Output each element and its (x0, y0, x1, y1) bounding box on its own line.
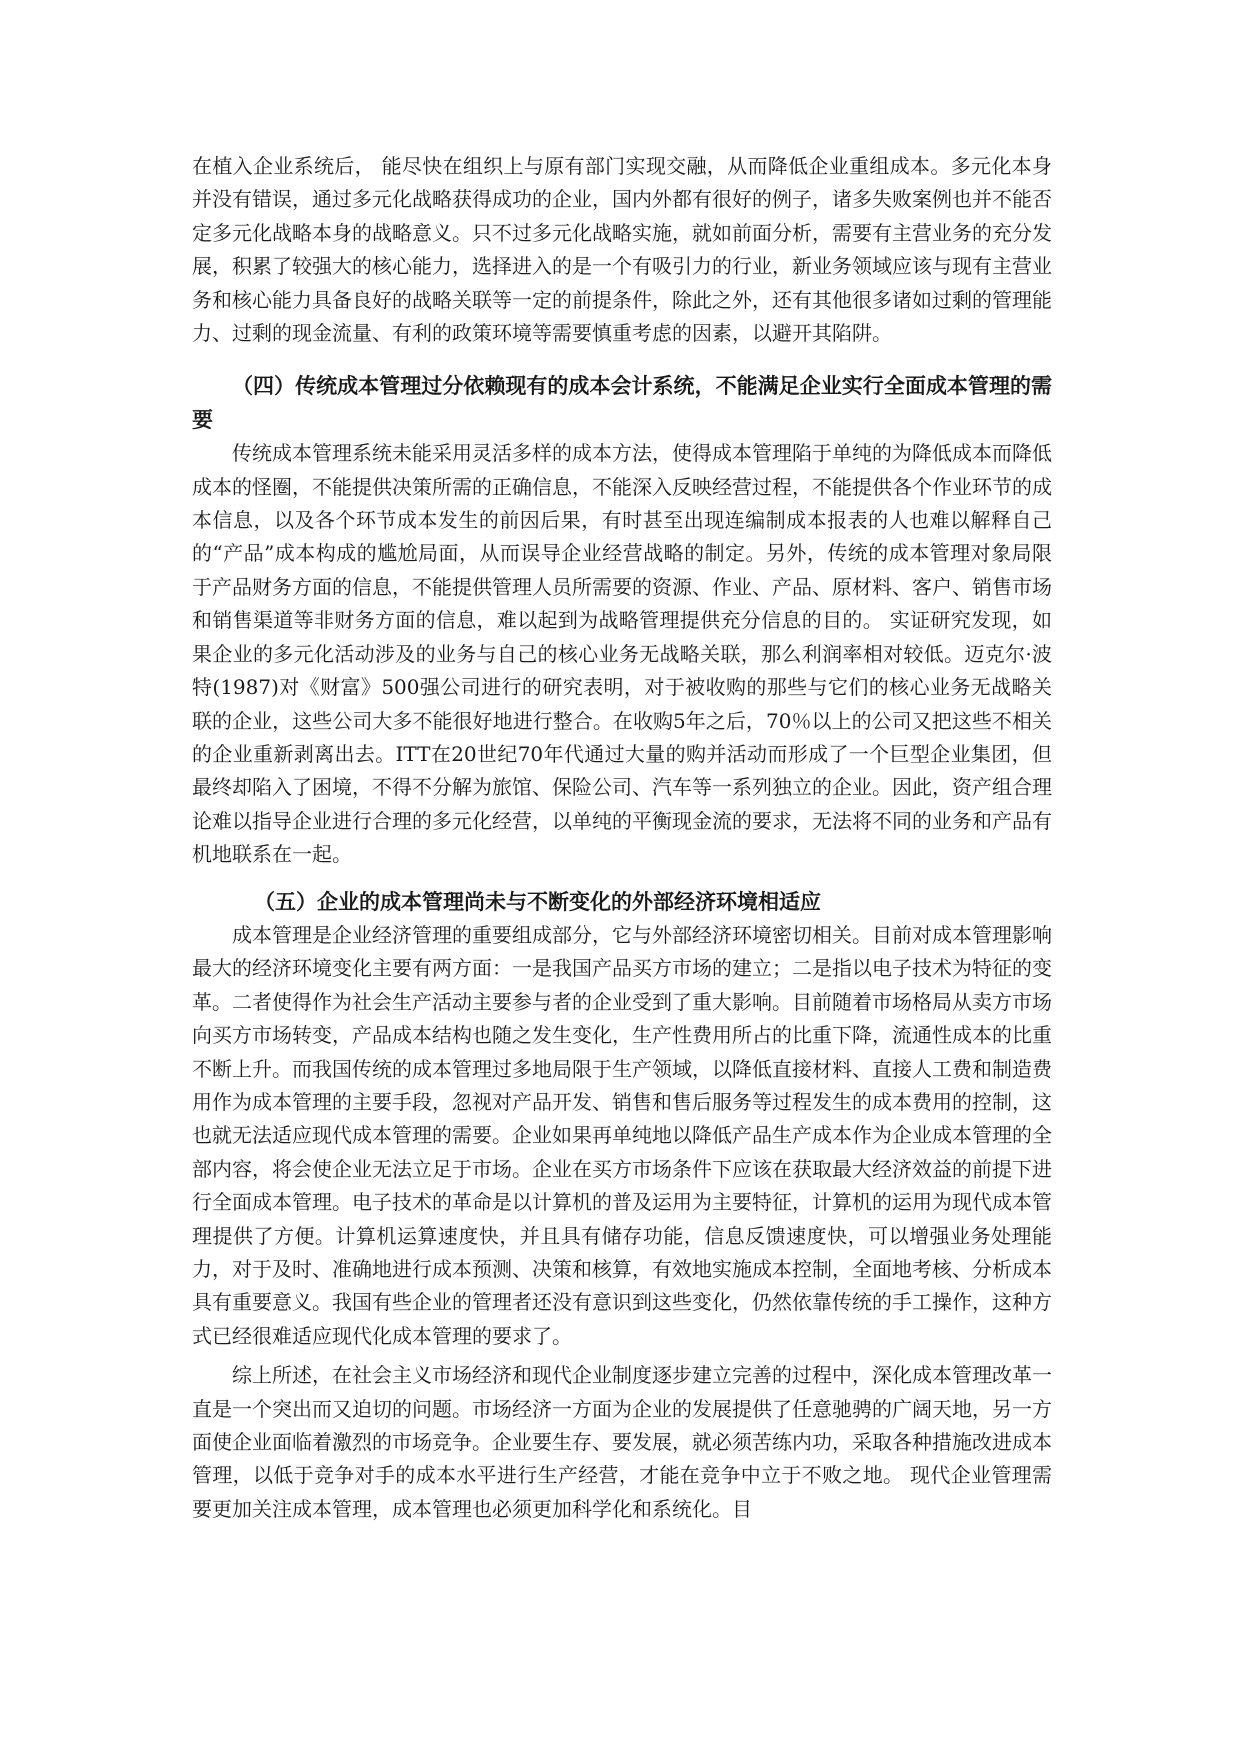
section-heading-4: （四）传统成本管理过分依赖现有的成本会计系统，不能满足企业实行全面成本管理的需要 (192, 374, 1052, 432)
paragraph-summary: 综上所述，在社会主义市场经济和现代企业制度逐步建立完善的过程中，深化成本管理改革一直是一个突出而又迫切的问题。市场经济一方面为企业的发展提供了任意驰骋的广阔天地，另一方面使企业面临着激烈的市场竞争。企业要生存、要发展，就必须苦练内功，采取各种措施改进成本管理，以低于竞争对手的成本水平进行生产经营，才能在竞争中立于不败之地。 现代企业管理需要更加关注成本管理，成本管理也必须更加科学化和系统化。目 (192, 1363, 1052, 1521)
section-heading-5: （五）企业的成本管理尚未与不断变化的外部经济环境相适应 (254, 889, 821, 914)
paragraph-external-environment: 成本管理是企业经济管理的重要组成部分，它与外部经济环境密切相关。目前对成本管理影响最大的经济环境变化主要有两方面：一是我国产品买方市场的建立；二是指以电子技术为特征的变革。二者使得作为社会生产活动主要参与者的企业受到了重大影响。目前随着市场格局从卖方市场向买方市场转变，产品成本结构也随之发生变化，生产性费用所占的比重下降，流通性成本的比重不断上升。而我国传统的成本管理过多地局限于生产领域，以降低直接材料、直接人工费和制造费用作为成本管理的主要手段，忽视对产品开发、销售和售后服务等过程发生的成本费用的控制，这也就无法适应现代成本管理的需要。企业如果再单纯地以降低产品生产成本作为企业成本管理的全部内容，将会使企业无法立足于市场。企业在买方市场条件下应该在获取最大经济效益的前提下进行全面成本管理。电子技术的革命是以计算机的普及运用为主要特征，计算机的运用为现代成本管理提供了方便。计算机运算速度快，并且具有储存功能，信息反馈速度快，可以增强业务处理能力，对于及时、准确地进行成本预测、决策和核算，有效地实施成本控制，全面地考核、分析成本具有重要意义。我国有些企业的管理者还没有意识到这些变化，仍然依靠传统的手工操作，这种方式已经很难适应现代化成本管理的要求了。 (192, 922, 1052, 1348)
document-page (192, 150, 1052, 1526)
paragraph-diversification-conclusion: 在植入企业系统后， 能尽快在组织上与原有部门实现交融，从而降低企业重组成本。多元化本身并没有错误，通过多元化战略获得成功的企业，国内外都有很好的例子，诸多失败案例也并不能否定多元化战略本身的战略意义。只不过多元化战略实施，就如前面分析，需要有主营业务的充分发展，积累了较强大的核心能力，选择进入的是一个有吸引力的行业，新业务领域应该与现有主营业务和核心能力具备良好的战略关联等一定的前提条件，除此之外，还有其他很多诸如过剩的管理能力、过剩的现金流量、有利的政策环境等需要慎重考虑的因素，以避开其陷阱。 (192, 154, 1052, 346)
spacer (192, 350, 1052, 370)
spacer (192, 872, 1052, 886)
paragraph-traditional-cost-management: 传统成本管理系统未能采用灵活多样的成本方法，使得成本管理陷于单纯的为降低成本而降低成本的怪圈，不能提供决策所需的正确信息，不能深入反映经营过程，不能提供各个作业环节的成本信息，以及各个环节成本发生的前因后果，有时甚至出现连编制成本报表的人也难以解释自己的“产品”成本构成的尴尬局面，从而误导企业经营战略的制定。另外，传统的成本管理对象局限于产品财务方面的信息，不能提供管理人员所需要的资源、作业、产品、原材料、客户、销售市场和销售渠道等非财务方面的信息，难以起到为战略管理提供充分信息的目的。 实证研究发现，如果企业的多元化活动涉及的业务与自己的核心业务无战略关联，那么利润率相对较低。迈克尔·波特(1987)对《财富》500强公司进行的研究表明，对于被收购的那些与它们的核心业务无战略关联的企业，这些公司大多不能很好地进行整合。在收购5年之后，70％以上的公司又把这些不相关的企业重新剥离出去。ITT在20世纪70年代通过大量的购并活动而形成了一个巨型企业集团，但最终却陷入了困境，不得不分解为旅馆、保险公司、汽车等一系列独立的企业。因此，资产组合理论难以指导企业进行合理的多元化经营，以单纯的平衡现金流的要求，无法将不同的业务和产品有机地联系在一起。 (192, 441, 1052, 867)
